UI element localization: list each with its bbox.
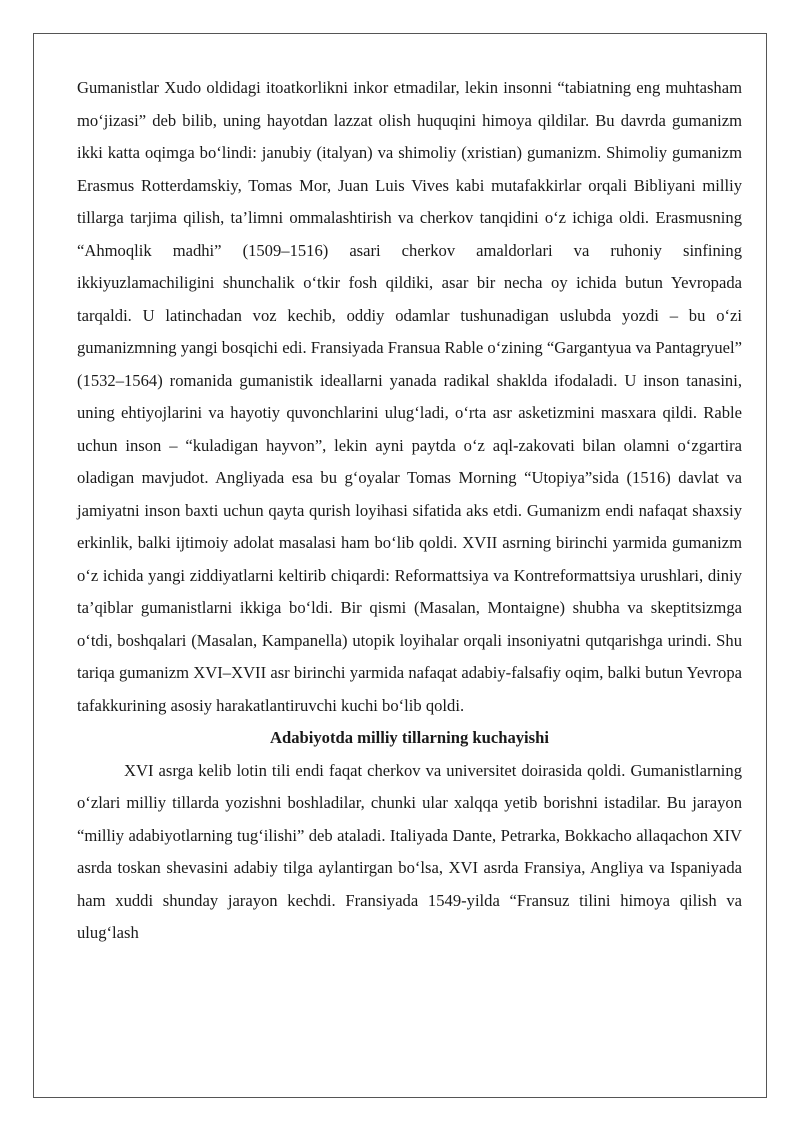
- section-heading: Adabiyotda milliy tillarning kuchayishi: [270, 728, 549, 747]
- document-body: [77, 72, 742, 950]
- body-paragraph: XVI asrga kelib lotin tili endi faqat cherkov va universitet doirasida qoldi. Gumanistlarning o‘zlari milliy tillarda yozishni boshladilar, chunki ular xalqqa yetib borishni istadilar. Bu jarayon “milliy adabiyotlarning tug‘ilishi” deb ataladi. Italiyada Dante, Petrarka, Bokkacho allaqachon XIV asrda toskan shevasini adabiy tilga aylantirgan bo‘lsa, XVI asrda Fransiya, Angliya va Ispaniyada ham xuddi shunday jarayon kechdi. Fransiyada 1549-yilda “Fransuz tilini himoya qilish va ulug‘lash: [77, 760, 742, 942]
- body-paragraph: Gumanistlar Xudo oldidagi itoatkorlikni inkor etmadilar, lekin insonni “tabiatning eng muhtasham mo‘jizasi” deb bilib, uning hayotdan lazzat olish huquqini himoya qildilar. Bu davrda gumanizm ikki katta oqimga bo‘lindi: janubiy (italyan) va shimoliy (xristian) gumanizm. Shimoliy gumanizm Erasmus Rotterdamskiy, Tomas Mor, Juan Luis Vives kabi mutafakkirlar orqali Bibliyani milliy tillarga tarjima qilish, ta’limni ommalashtirish va cherkov tanqidini o‘z ichiga oldi. Erasmusning “Ahmoqlik madhi” (1509–1516) asari cherkov amaldorlari va ruhoniy sinfining ikkiyuzlamachiligini shunchalik o‘tkir fosh qildiki, asar bir necha oy ichida butun Yevropada tarqaldi. U latinchadan voz kechib, oddiy odamlar tushunadigan uslubda yozdi – bu o‘zi gumanizmning yangi bosqichi edi. Fransiyada Fransua Rable o‘zining “Gargantyua va Pantagryuel” (1532–1564) romanida gumanistik ideallarni yanada radikal shaklda ifodaladi. U inson tanasini, uning ehtiyojlarini va hayotiy quvonchlarini ulug‘ladi, o‘rta asr asketizmini masxara qildi. Rable uchun inson – “kuladigan hayvon”, lekin ayni paytda o‘z aql-zakovati bilan olamni o‘zgartira oladigan mavjudot. Angliyada esa bu g‘oyalar Tomas Morning “Utopiya”sida (1516) davlat va jamiyatni inson baxti uchun qayta qurish loyihasi sifatida aks etdi. Gumanizm endi nafaqat shaxsiy erkinlik, balki ijtimoiy adolat masalasi ham bo‘lib qoldi. XVII asrning birinchi yarmida gumanizm o‘z ichida yangi ziddiyatlarni keltirib chiqardi: Reformattsiya va Kontreformattsiya urushlari, diniy ta’qiblar gumanistlarni ikkiga bo‘ldi. Bir qismi (Masalan, Montaigne) shubha va skeptitsizmga o‘tdi, boshqalari (Masalan, Kampanella) utopik loyihalar orqali insoniyatni qutqarishga urindi. Shu tariqa gumanizm XVI–XVII asr birinchi yarmida nafaqat adabiy-falsafiy oqim, balki butun Yevropa tafakkurining asosiy harakatlantiruvchi kuchi bo‘lib qoldi.: [77, 78, 742, 715]
